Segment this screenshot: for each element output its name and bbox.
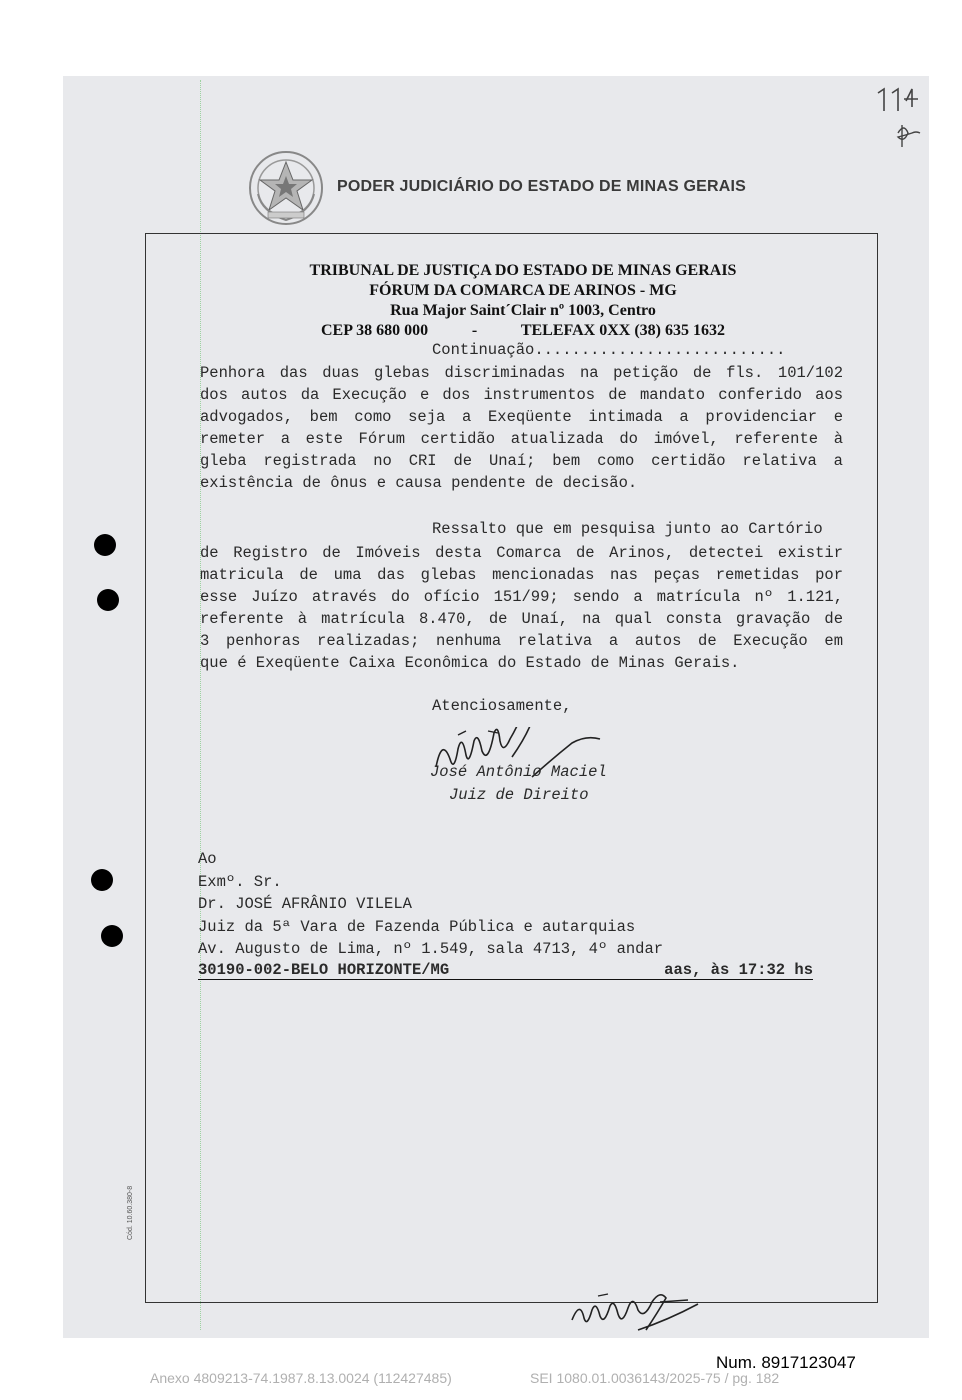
tribunal-name: TRIBUNAL DE JUSTIÇA DO ESTADO DE MINAS GERAIS — [309, 262, 737, 279]
paragraph-line: de Registro de Imóveis desta Comarca de Arinos, detectei existir — [200, 544, 843, 562]
forum-name: FÓRUM DA COMARCA DE ARINOS - MG — [369, 282, 677, 299]
paragraph-2 — [200, 542, 843, 674]
postal-code: 30190-002 — [198, 961, 282, 979]
paragraph-line: Penhora das duas glebas discriminadas na petição de fls. 101/102 — [200, 364, 843, 382]
paragraph-line: que é Exeqüente Caixa Econômica do Estado de Minas Gerais. — [200, 654, 740, 672]
letterhead — [200, 261, 846, 341]
address-line: Exmº. Sr. — [198, 872, 282, 891]
contact-dash: - — [471, 322, 478, 339]
handwritten-initials-icon — [568, 1290, 718, 1335]
signer-title: Juiz de Direito — [449, 786, 589, 804]
paragraph-line: remeter a este Fórum certidão atualizada do imóvel, referente à — [200, 430, 843, 448]
forum-cep: CEP 38 680 000 — [321, 322, 429, 339]
postal-dash: - — [281, 961, 292, 979]
annex-reference: Anexo 4809213-74.1987.8.13.0024 (112427485) — [150, 1370, 452, 1386]
address-line: Ao — [198, 850, 217, 868]
forum-telefax: TELEFAX 0XX (38) 635 1632 — [520, 322, 725, 339]
signer-name: José Antônio Maciel — [430, 763, 607, 781]
sei-reference: SEI 1080.01.0036143/2025-75 / pg. 182 — [530, 1370, 780, 1386]
handwritten-folio-number — [872, 85, 928, 161]
punch-hole — [91, 869, 113, 891]
contact-line — [321, 321, 725, 341]
receipt-stamp: aas, às 17:32 hs — [664, 961, 813, 979]
punch-hole — [101, 925, 123, 947]
paragraph-2-first-line: Ressalto que em pesquisa junto ao Cartório — [432, 520, 823, 538]
institution-heading: PODER JUDICIÁRIO DO ESTADO DE MINAS GERAIS — [337, 178, 747, 195]
paragraph-line: esse Juízo através do ofício 151/99; sendo a matrícula nº 1.121, — [200, 588, 843, 606]
paragraph-line: advogados, bem como seja a Exeqüente intimada a providenciar e — [200, 408, 843, 426]
paragraph-line: dos autos da Execução e dos instrumentos de mandato conferido aos — [200, 386, 843, 404]
postal-line — [198, 961, 813, 980]
address-line: Av. Augusto de Lima, nº 1.549, sala 4713, 4º andar — [198, 940, 664, 958]
paragraph-line: matricula de uma das glebas mencionadas nas peças remetidas por — [200, 566, 843, 584]
paragraph-line: 3 penhoras realizadas; nenhuma relativa a autos de Execução em — [200, 632, 843, 650]
punch-hole — [94, 534, 116, 556]
document-number: Num. 8917123047 — [716, 1353, 856, 1372]
paragraph-line: existência de ônus e causa pendente de decisão. — [200, 474, 638, 492]
closing-salutation: Atenciosamente, — [432, 697, 572, 715]
state-coat-of-arms-icon — [248, 150, 324, 226]
address-line: Dr. JOSÉ AFRÂNIO VILELA — [198, 895, 412, 913]
destination-city: BELO HORIZONTE/MG — [291, 961, 450, 979]
paragraph-line: gleba registrada no CRI de Unaí; bem como certidão relativa a — [200, 452, 843, 470]
paragraph-line: referente à matrícula 8.470, de Unaí, na qual consta gravação de — [200, 610, 843, 628]
paragraph-1 — [200, 362, 843, 494]
forum-street: Rua Major Saint´Clair nº 1003, Centro — [390, 302, 656, 319]
address-line: Juiz da 5ª Vara de Fazenda Pública e autarquias — [198, 917, 636, 936]
recipient-address — [198, 848, 663, 961]
continuation-marker: Continuação........................... — [432, 341, 786, 359]
form-code: Cód. 10.60.380-8 — [127, 1185, 134, 1240]
punch-hole — [97, 589, 119, 611]
